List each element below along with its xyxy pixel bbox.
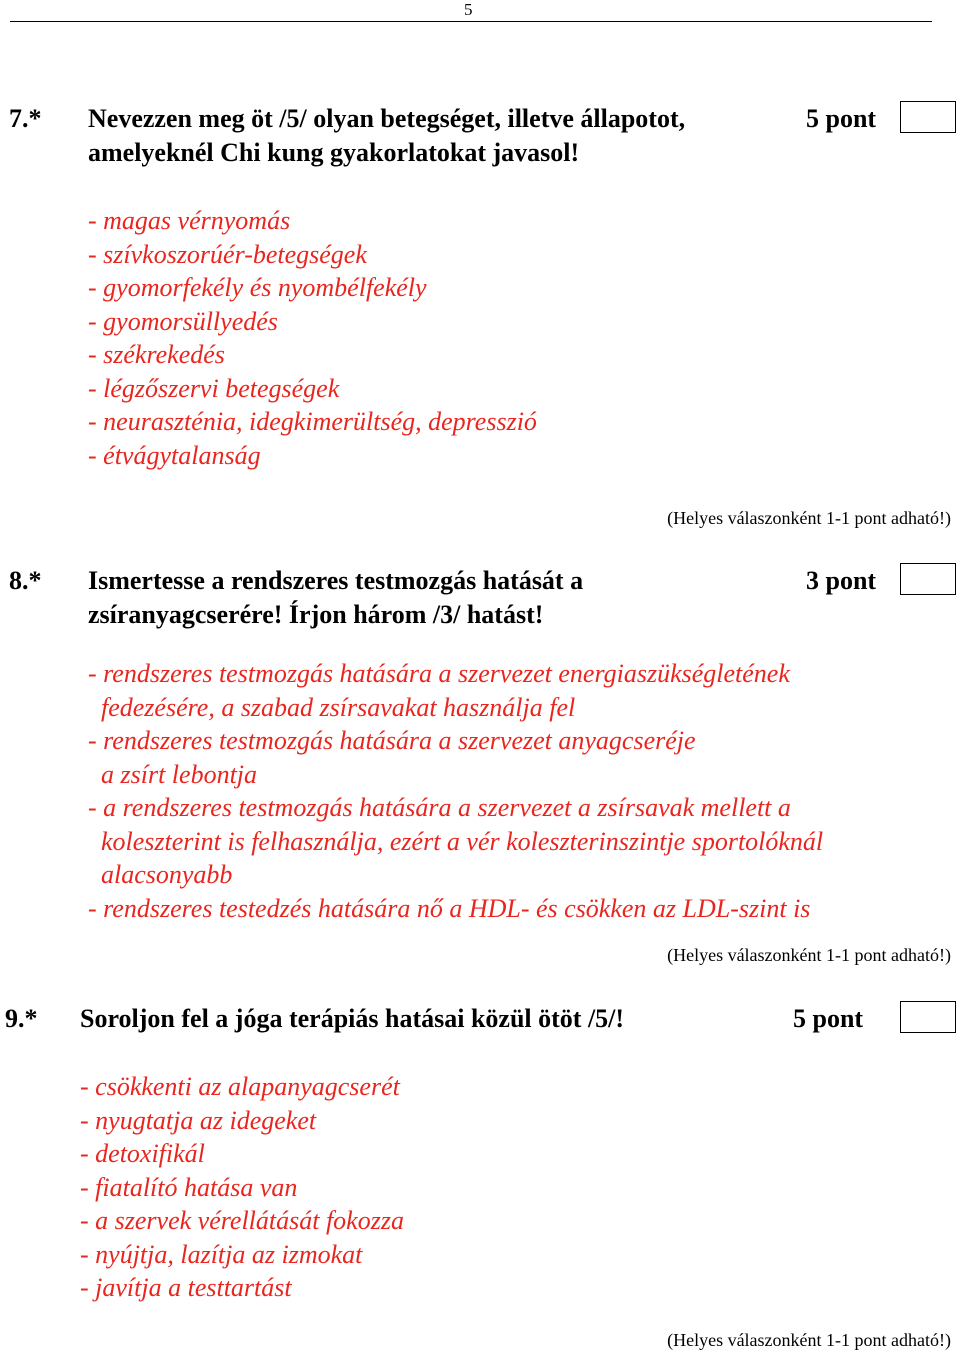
answer-item: koleszterint is felhasználja, ezért a vér koleszterinszintje sportolóknál <box>101 826 824 856</box>
answer-item: - a szervek vérellátását fokozza <box>80 1206 404 1235</box>
question-text-line-1: Soroljon fel a jóga terápiás hatásai közül ötöt /5/! <box>80 1004 625 1033</box>
scoring-note: (Helyes válaszonként 1-1 pont adható!) <box>667 1330 951 1350</box>
points-label: 3 pont <box>806 566 877 595</box>
score-box[interactable] <box>900 563 956 595</box>
scoring-note: (Helyes válaszonként 1-1 pont adható!) <box>667 508 951 528</box>
answer-item: - nyugtatja az idegeket <box>80 1105 317 1135</box>
answer-item: - detoxifikál <box>80 1139 205 1168</box>
answer-item: fedezésére, a szabad zsírsavakat használja fel <box>101 692 576 722</box>
question-text-line-1: Nevezzen meg öt /5/ olyan betegséget, illetve állapotot, <box>88 104 686 133</box>
answer-item: - rendszeres testmozgás hatására a szervezet anyagcseréje <box>88 726 696 755</box>
points-label: 5 pont <box>806 104 877 133</box>
answer-item: - rendszeres testedzés hatására nő a HDL- és csökken az LDL-szint is <box>88 893 811 923</box>
answer-item: - magas vérnyomás <box>88 206 291 235</box>
answer-item: - fiatalító hatása van <box>80 1172 298 1202</box>
answer-item: - szívkoszorúér-betegségek <box>88 239 367 269</box>
question-text-line-2: zsíranyagcserére! Írjon három /3/ hatást! <box>88 600 544 629</box>
answer-item: - rendszeres testmozgás hatására a szervezet energiaszükségletének <box>88 659 790 688</box>
answer-item: - a rendszeres testmozgás hatására a szervezet a zsírsavak mellett a <box>88 793 791 822</box>
answer-item: - nyújtja, lazítja az izmokat <box>80 1239 363 1269</box>
answer-item: - gyomorfekély és nyombélfekély <box>88 273 427 302</box>
answer-item: - légzőszervi betegségek <box>88 373 340 403</box>
answer-item: - neuraszténia, idegkimerültség, depresszió <box>88 407 537 436</box>
scoring-note: (Helyes válaszonként 1-1 pont adható!) <box>667 945 951 965</box>
header-rule <box>10 21 932 22</box>
question-number: 8.* <box>9 566 42 595</box>
points-label: 5 pont <box>793 1004 864 1033</box>
page-number: 5 <box>464 0 473 19</box>
question-number: 7.* <box>9 104 42 133</box>
score-box[interactable] <box>900 101 956 133</box>
score-box[interactable] <box>900 1001 956 1033</box>
answer-item: a zsírt lebontja <box>101 759 258 789</box>
answer-item: - csökkenti az alapanyagcserét <box>80 1072 400 1101</box>
question-number: 9.* <box>5 1004 38 1033</box>
answer-item: - javítja a testtartást <box>80 1273 292 1302</box>
question-text-line-2: amelyeknél Chi kung gyakorlatokat javasol! <box>88 138 580 167</box>
answer-item: - gyomorsüllyedés <box>88 306 278 336</box>
answer-item: alacsonyabb <box>101 860 233 889</box>
answer-item: - étvágytalanság <box>88 440 261 470</box>
question-text-line-1: Ismertesse a rendszeres testmozgás hatását a <box>88 566 584 595</box>
answer-item: - székrekedés <box>88 340 225 369</box>
